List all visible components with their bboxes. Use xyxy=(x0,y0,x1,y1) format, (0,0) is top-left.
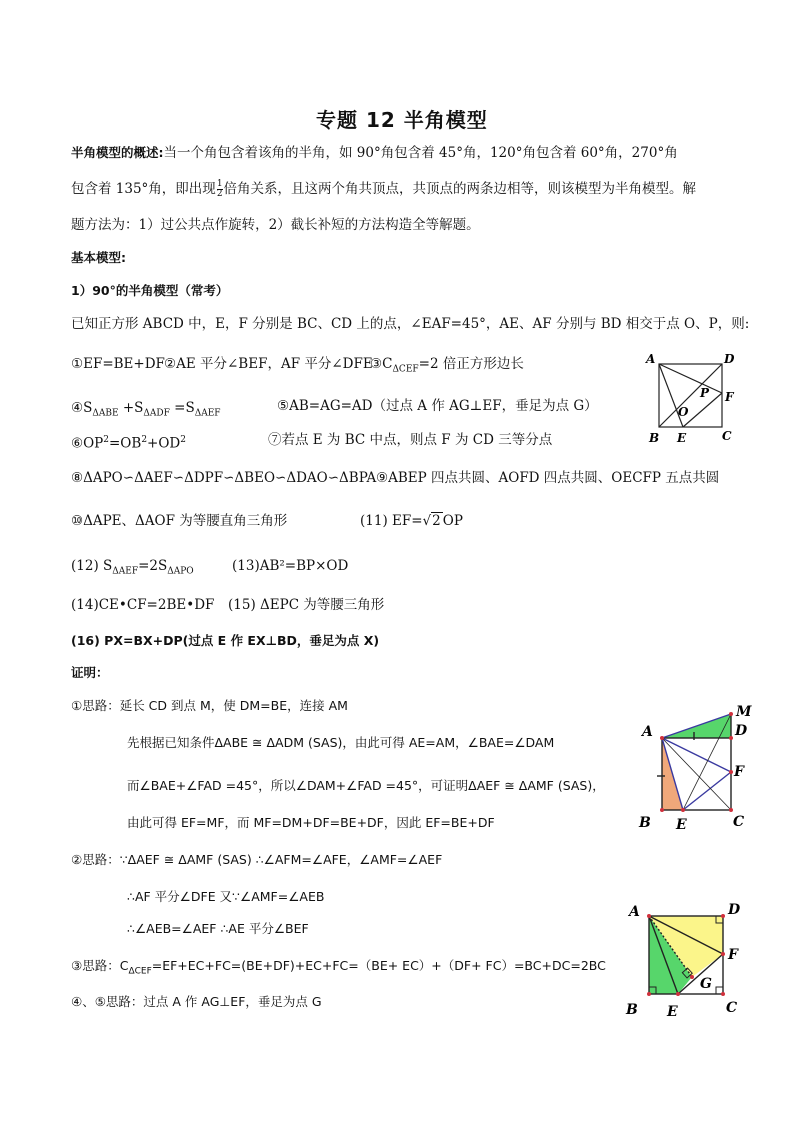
label-a: A xyxy=(642,724,653,740)
intro-line-3: 题方法为：1）过公共点作旋转，2）截长补短的方法构造全等解题。 xyxy=(71,217,480,233)
label-g: G xyxy=(700,976,712,992)
conclusion-13: (13)AB²=BP×OD xyxy=(232,558,349,574)
conclusion-1: ①EF=BE+DF xyxy=(71,356,165,372)
diagonal-bd xyxy=(659,364,722,427)
segment-ef xyxy=(683,772,731,810)
given-statement: 已知正方形 ABCD 中，E，F 分别是 BC、CD 上的点，∠EAF=45°，AE、AF 分别与 BD 相交于点 O、P，则: xyxy=(71,316,750,332)
conclusion-5: ⑤AB=AG=AD（过点 A 作 AG⊥EF，垂足为点 G） xyxy=(277,398,598,414)
intro-line-1: 半角模型的概述:当一个角包含着该角的半角，如 90°角包含着 45°角，120°角包含着 60°角，270°角 xyxy=(71,145,678,161)
label-e: E xyxy=(677,431,687,445)
label-d: D xyxy=(728,902,741,918)
figure-square-model xyxy=(640,350,744,446)
conclusion-14: (14)CE•CF=2BE•DF xyxy=(71,597,215,613)
proof-2-line-2: ∴∠AEB=∠AEF ∴AE 平分∠BEF xyxy=(127,921,309,936)
proof-heading: 证明： xyxy=(71,665,109,680)
basic-models-heading: 基本模型: xyxy=(71,250,126,265)
intro-line-2: 包含着 135°角，即出现 $\frac{1}{2}$ 倍角关系，且这两个角共顶点，共顶点的两条边相等，则该模型为半角模型。解 xyxy=(71,179,697,199)
proof-1-line-1: 先根据已知条件ΔABE ≅ ΔADM (SAS)，由此可得 AE=AM，∠BAE=∠DAM xyxy=(127,735,555,750)
label-a: A xyxy=(629,904,640,920)
conclusion-12: (12) $S_{\Delta AEF}=2S_{\Delta APO}$ xyxy=(71,558,194,577)
label-f: F xyxy=(725,390,734,404)
label-e: E xyxy=(667,1004,678,1020)
conclusion-10: ⑩ΔAPE、ΔAOF 为等腰直角三角形 xyxy=(71,513,288,529)
label-c: C xyxy=(733,814,745,830)
label-b: B xyxy=(639,815,651,831)
segment-af xyxy=(662,738,731,772)
label-f: F xyxy=(734,764,744,780)
label-c: C xyxy=(722,429,732,443)
label-e: E xyxy=(676,817,687,833)
conclusion-3: $③C_{\Delta CEF}=2$ 倍正方形边长 xyxy=(370,356,524,375)
intro-label: 半角模型的概述: xyxy=(71,145,164,160)
conclusion-6: $⑥OP^2=OB^2+OD^2$ xyxy=(71,435,186,452)
label-d: D xyxy=(735,723,748,739)
label-o: O xyxy=(678,405,689,419)
label-p: P xyxy=(700,386,710,400)
half-fraction: $\frac{1}{2}$ xyxy=(216,179,223,199)
proof-4-5: ④、⑤思路：过点 A 作 AG⊥EF，垂足为点 G xyxy=(71,994,322,1009)
model1-heading: 1）90°的半角模型（常考） xyxy=(71,283,229,298)
label-c: C xyxy=(726,1000,738,1016)
conclusion-8: ⑧ΔAPO∽ΔAEF∽ΔDPF∽ΔBEO∽ΔDAO∽ΔBPA xyxy=(71,470,377,486)
figure-perpendicular-model xyxy=(622,898,752,1022)
conclusion-7: ⑦若点 E 为 BC 中点，则点 F 为 CD 三等分点 xyxy=(268,432,553,448)
proof-1-head: ①思路：延长 CD 到点 M，使 DM=BE，连接 AM xyxy=(71,698,348,713)
proof-1-line-3: 由此可得 EF=MF，而 MF=DM+DF=BE+DF，因此 EF=BE+DF xyxy=(127,815,495,830)
conclusion-16: (16) PX=BX+DP(过点 E 作 EX⊥BD，垂足为点 X) xyxy=(71,633,380,648)
label-m: M xyxy=(736,704,752,720)
conclusion-2: ②AE 平分∠BEF，AF 平分∠DFE xyxy=(164,356,373,372)
label-b: B xyxy=(626,1002,638,1018)
proof-3: ③思路：$C_{\Delta CEF}=EF+EC+FC=(BE+DF)+EC+FC=(BE+ EC)+(DF+ FC)=BC+DC=2BC$ xyxy=(71,958,606,977)
label-f: F xyxy=(728,947,738,963)
proof-1-line-2: 而∠BAE+∠FAD =45°，所以∠DAM+∠FAD =45°，可证明ΔAEF ≅ ΔAMF (SAS)， xyxy=(127,778,605,793)
conclusion-4: $④S_{\Delta ABE} +S_{\Delta ADF} =S_{\Delta AEF}$ xyxy=(71,400,221,419)
conclusion-11: (11) EF=√2 OP xyxy=(360,513,463,529)
proof-2-line-1: ∴AF 平分∠DFE 又∵∠AMF=∠AEB xyxy=(127,889,325,904)
label-a: A xyxy=(646,352,656,366)
page-title: 专题 12 半角模型 xyxy=(316,108,488,132)
proof-2-head: ②思路：∵ΔAEF ≅ ΔAMF (SAS) ∴∠AFM=∠AFE，∠AMF=∠AEF xyxy=(71,852,443,867)
conclusion-9: ⑨ABEP 四点共圆、AOFD 四点共圆、OECFP 五点共圆 xyxy=(376,470,720,486)
label-b: B xyxy=(649,431,660,445)
label-d: D xyxy=(724,352,735,366)
figure-rotation-model xyxy=(630,698,760,834)
conclusion-15: (15) ΔEPC 为等腰三角形 xyxy=(228,597,385,613)
